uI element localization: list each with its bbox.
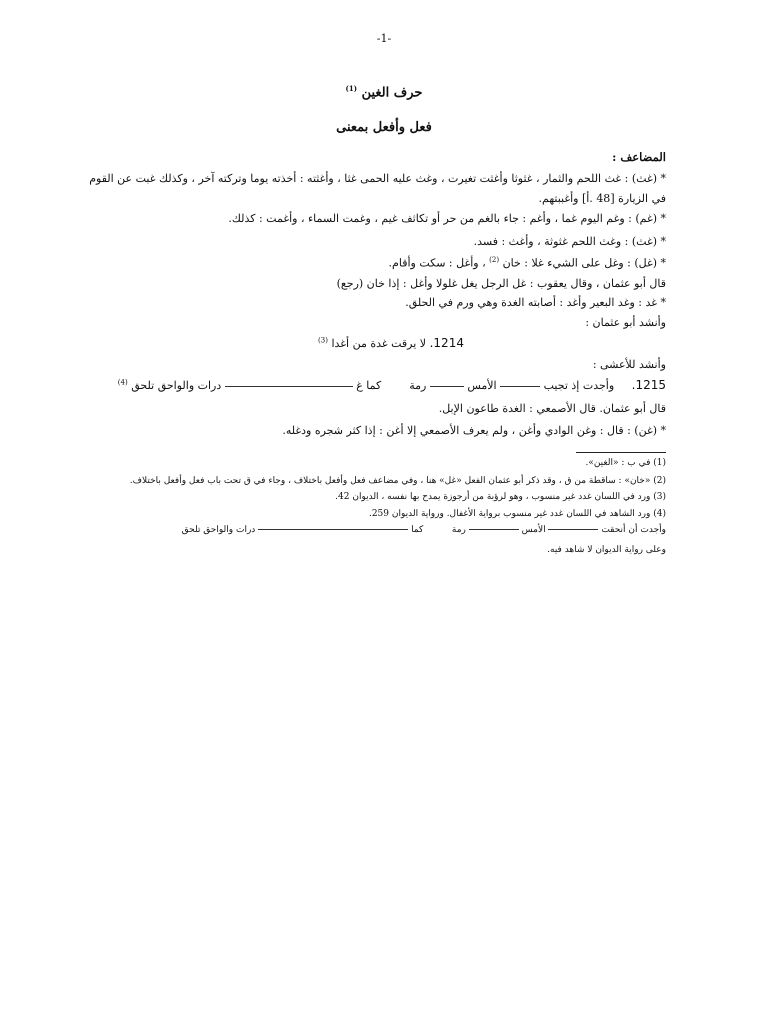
verse-part: كما bbox=[411, 525, 424, 535]
anshad-ashaa: وأنشد للأعشى : bbox=[592, 358, 666, 371]
footnote-2: (2) «خان» : ساقطة من ق ، وقد ذكر أبو عثمان الفعل «غل» هنا ، وفي مضاعف فعل وأفعل باختلاف ، وجاء في ق تحت باب فعل وأفعل باختلاف. bbox=[129, 476, 666, 486]
footnote-4-verse bbox=[182, 525, 666, 535]
entry-ghabb-line2: في الزيارة [48 .أ] وأغببتهم. bbox=[538, 192, 666, 205]
verse-part: الأمس bbox=[521, 525, 546, 535]
verse-gap bbox=[430, 386, 464, 387]
entry-ghall bbox=[389, 256, 666, 270]
abu-uthman-note: قال أبو عثمان ، وقال يعقوب : غل الرجل يغل غلولا وأغل : إذا خان (رجع) bbox=[336, 277, 666, 290]
chapter-title-text: حرف الغين bbox=[361, 85, 423, 101]
verse-gap bbox=[258, 529, 408, 530]
verse-gap bbox=[500, 386, 540, 387]
entry-ghathth: * (غث) : وغث اللحم غثوثة ، وأغث : فسد. bbox=[473, 235, 666, 248]
footnote-1: (1) في ب : «الغين». bbox=[585, 458, 666, 468]
entry-ghall-tail: ، وأغل : سكت وأقام. bbox=[388, 256, 486, 270]
verse-part: درات والواحق تلحق bbox=[181, 525, 256, 535]
footnote-4-tail: وعلى رواية الديوان لا شاهد فيه. bbox=[547, 545, 666, 555]
verse-gap bbox=[225, 386, 353, 387]
verse-number: 1215. bbox=[631, 378, 666, 392]
footnote-ref: (3) bbox=[318, 336, 328, 345]
verse-number: 1214. bbox=[429, 336, 464, 350]
verse-gap bbox=[548, 529, 598, 530]
footnote-3: (3) ورد في اللسان غدد غير منسوب ، وهو لرؤبة من أرجوزة يمدح بها نفسه ، الديوان 42. bbox=[335, 492, 666, 502]
footnote-separator bbox=[576, 452, 666, 453]
entry-ghann: * (غن) : قال : وغن الوادي وأغن ، ولم يعرف الأصمعي إلا أغن : إذا كثر شجره ودغله. bbox=[282, 424, 666, 437]
entry-ghall-text: * (غل) : وغل على الشيء غلا : خان bbox=[502, 256, 666, 270]
verse-gap bbox=[469, 529, 519, 530]
verse-part: وأجدت إذ تجيب bbox=[543, 379, 615, 392]
footnote-4: (4) ورد الشاهد في اللسان غدد غير منسوب برواية الأغفال. ورواية الديوان 259. bbox=[368, 509, 666, 519]
verse-part: رمة bbox=[451, 525, 466, 535]
verse-text: لا يرقت غدة من أغدا bbox=[331, 337, 427, 350]
verse-1214 bbox=[318, 336, 464, 350]
chapter-title bbox=[0, 84, 768, 100]
footnote-ref: (1) bbox=[345, 84, 358, 93]
section-heading: المضاعف : bbox=[612, 150, 666, 164]
footnote-ref: (4) bbox=[117, 378, 128, 387]
page-number: -1- bbox=[376, 32, 392, 45]
asmaee-note: قال أبو عثمان. قال الأصمعي : الغدة طاعون الإبل. bbox=[438, 402, 666, 415]
verse-part: رمة bbox=[409, 379, 427, 392]
verse-part: الأمس bbox=[467, 379, 497, 392]
verse-part: وأجدت أن أنحقت bbox=[601, 525, 666, 535]
verse-1215 bbox=[118, 378, 666, 392]
footnote-ref: (2) bbox=[489, 256, 500, 264]
entry-ghabb-line1: * (غث) : غث اللحم والثمار ، غثوثا وأغثت تغيرت ، وغث عليه الحمى غثا ، وأغثته : أخذته يوما وتركته آخر ، وكذلك غبت عن القوم bbox=[89, 172, 666, 185]
verse-part: كما غ bbox=[356, 379, 382, 392]
verse-part: درات والواحق تلحق bbox=[131, 379, 222, 392]
anshad-abu-uthman: وأنشد أبو عثمان : bbox=[585, 316, 666, 329]
section-subtitle: فعل وأفعل بمعنى bbox=[336, 120, 432, 135]
entry-ghadd: * غد : وغد البعير وأغد : أصابته الغدة وهي ورم في الحلق. bbox=[405, 296, 666, 309]
entry-ghamm: * (غم) : وغم اليوم غما ، وأغم : جاء بالغم من حر أو تكاثف غيم ، وغمت السماء ، وأغمت : كذلك. bbox=[228, 212, 666, 225]
